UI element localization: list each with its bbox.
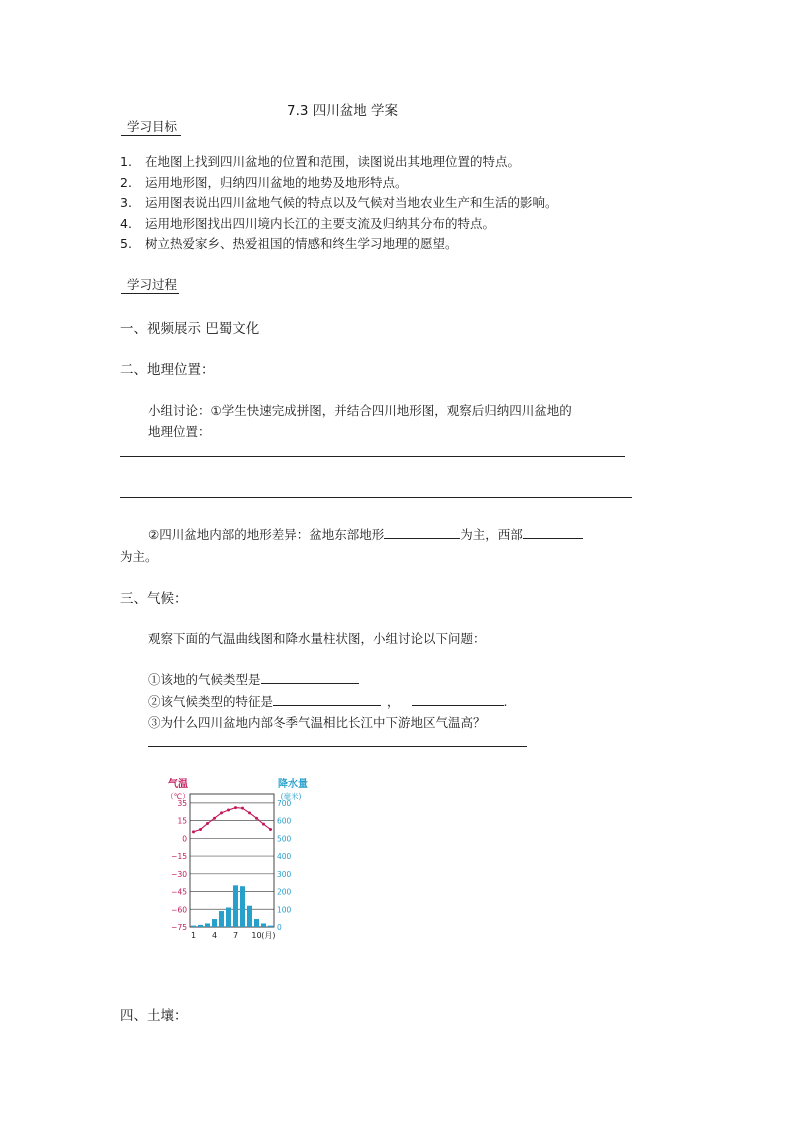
goal-item: 3. 运用图表说出四川盆地气候的特点以及气候对当地农业生产和生活的影响。 (120, 195, 558, 211)
precip-bar (212, 919, 217, 927)
precip-bar (254, 919, 259, 927)
precip-bar (268, 926, 273, 927)
terrain-question: ②四川盆地内部的地形差异：盆地东部地形 为主，西部 (148, 525, 583, 543)
section-video: 一、视频展示 巴蜀文化 (120, 321, 260, 337)
goal-item: 5. 树立热爱家乡、热爱祖国的情感和终生学习地理的愿望。 (120, 236, 458, 252)
temp-point (206, 822, 209, 825)
temp-point (248, 811, 251, 814)
temp-point (269, 828, 272, 831)
blank-climate-type (261, 682, 359, 684)
section-climate: 三、气候： (120, 591, 188, 607)
question-3: ③为什么四川盆地内部冬季气温相比长江中下游地区气温高？ (148, 715, 486, 730)
x-tick-label: 4 (211, 931, 218, 940)
precip-bar (198, 925, 203, 927)
precip-bar (226, 907, 231, 927)
section-soil: 四、土壤： (120, 1008, 188, 1024)
climate-intro: 观察下面的气温曲线图和降水量柱状图，小组讨论以下问题： (148, 631, 486, 646)
left-axis-unit: （℃） (166, 792, 190, 801)
temp-tick-label: 15 (177, 816, 187, 826)
right-axis-unit: (毫米) (280, 792, 302, 801)
precip-tick-label: 600 (277, 816, 292, 826)
temp-point (220, 811, 223, 814)
temp-tick-label: −30 (171, 869, 187, 879)
precip-tick-label: 300 (277, 869, 292, 879)
temp-point (241, 807, 244, 810)
precip-tick-label: 400 (277, 852, 292, 862)
temp-point (255, 817, 258, 820)
precip-tick-label: 700 (277, 798, 292, 808)
temp-tick-label: −15 (171, 852, 187, 862)
blank-feature-2 (412, 704, 504, 706)
section-location: 二、地理位置： (120, 362, 215, 378)
x-tick-label: 1 (190, 931, 197, 940)
terrain-end: 为主。 (120, 549, 158, 564)
answer-line (120, 497, 632, 498)
blank-feature-1 (273, 704, 381, 706)
plot-frame (190, 794, 274, 927)
temp-point (192, 830, 195, 833)
precip-tick-label: 500 (277, 834, 292, 844)
goals-heading: 学习目标 (121, 119, 181, 136)
temp-point (199, 828, 202, 831)
right-axis-title: 降水量 (278, 779, 308, 790)
x-axis-unit: (月) (261, 931, 276, 940)
question-2: ②该气候类型的特征是 ， . (148, 694, 508, 709)
blank-east (384, 537, 460, 539)
goal-item: 2. 运用地形图，归纳四川盆地的地势及地形特点。 (120, 174, 408, 190)
temp-tick-label: 35 (177, 798, 187, 808)
goal-item: 1. 在地图上找到四川盆地的位置和范围，读图说出其地理位置的特点。 (120, 154, 521, 169)
precip-bar (247, 906, 252, 927)
question-1: ①该地的气候类型是 (148, 670, 359, 688)
precip-bar (233, 885, 238, 927)
left-axis-title: 气温 (168, 779, 188, 790)
temp-tick-label: −60 (171, 905, 187, 915)
temp-line (194, 808, 271, 832)
answer-line (148, 746, 527, 747)
temp-tick-label: −45 (171, 887, 187, 897)
temp-point (234, 806, 237, 809)
precip-bar (219, 911, 224, 927)
temp-tick-label: 0 (182, 834, 187, 844)
x-tick-label: 10 (251, 931, 262, 940)
precip-bar (191, 926, 196, 927)
temp-tick-label: −75 (171, 923, 187, 932)
discussion-line-2: 地理位置： (148, 424, 211, 439)
blank-west (523, 537, 583, 539)
process-heading: 学习过程 (121, 277, 179, 294)
page-title: 7.3 四川盆地 学案 (287, 103, 399, 119)
x-tick-label: 7 (232, 931, 239, 940)
precip-bar (205, 923, 210, 927)
temp-point (213, 817, 216, 820)
precip-tick-label: 100 (277, 905, 292, 915)
climate-chart (160, 775, 360, 943)
precip-tick-label: 0 (277, 923, 282, 932)
precip-bar (261, 923, 266, 927)
goals-list (120, 152, 558, 255)
discussion-line-1: 小组讨论：①学生快速完成拼图，并结合四川地形图，观察后归纳四川盆地的 (148, 403, 572, 418)
answer-line (120, 456, 625, 457)
goal-item: 4. 运用地形图找出四川境内长江的主要支流及归纳其分布的特点。 (120, 215, 496, 231)
temp-point (262, 823, 265, 826)
precip-tick-label: 200 (277, 887, 292, 897)
temp-point (227, 808, 230, 811)
precip-bar (240, 886, 245, 927)
